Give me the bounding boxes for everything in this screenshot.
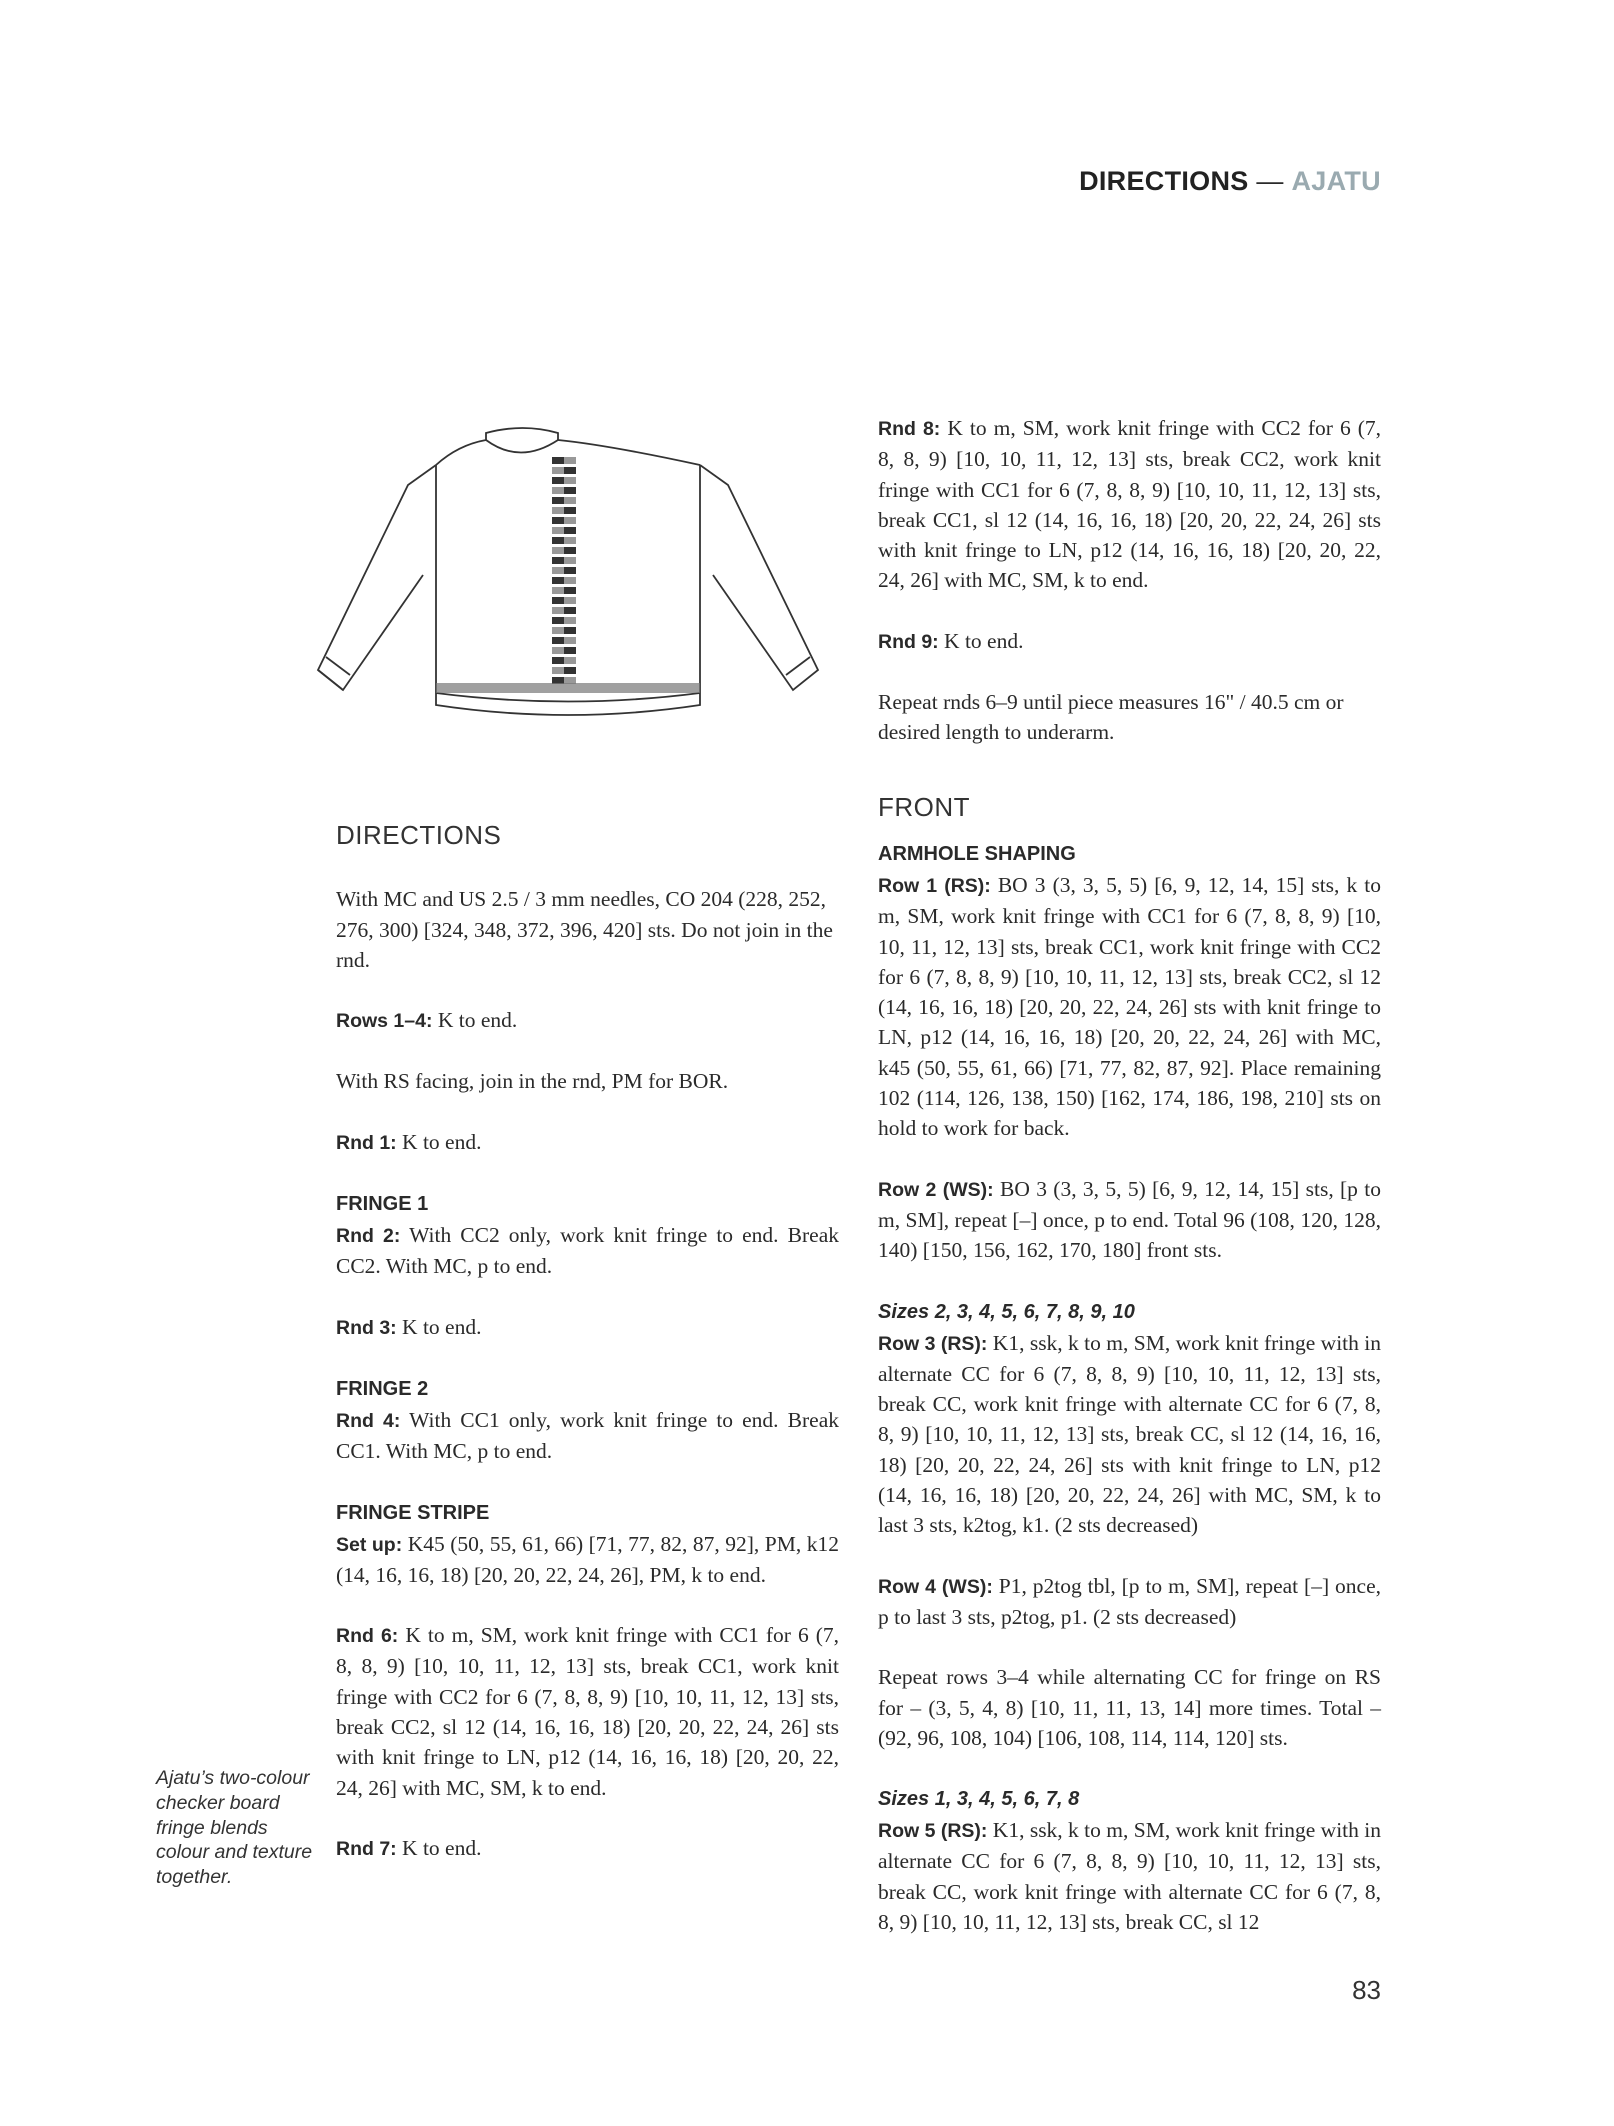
checker-cell — [564, 617, 576, 624]
directions-heading: DIRECTIONS — [336, 820, 502, 850]
checker-cell — [564, 637, 576, 644]
row3-label: Row 3 (RS): — [878, 1332, 988, 1355]
running-head-separator: — — [1248, 166, 1292, 196]
checker-cell — [552, 587, 564, 594]
checker-cell — [564, 507, 576, 514]
front-heading: FRONT — [878, 791, 971, 822]
sweater-schematic-icon — [308, 425, 828, 720]
rnd3-text: K to end. — [396, 1314, 482, 1339]
row4-text: P1, p2tog tbl, [p to m, SM], repeat [–] once, p to last 3 sts, p2tog, p1. (2 sts decreased) — [878, 1573, 1382, 1629]
rnd8-label: Rnd 8: — [878, 418, 941, 440]
setup-instruction — [336, 1529, 839, 1591]
checker-fringe-stripe — [552, 457, 576, 684]
checker-cell — [552, 637, 564, 644]
checker-cell — [552, 517, 564, 524]
rnd7-instruction — [336, 1833, 839, 1864]
checker-cell — [564, 577, 576, 584]
armhole-shaping-heading: ARMHOLE SHAPING — [878, 842, 1076, 865]
sizes-heading-a: Sizes 2, 3, 4, 5, 6, 7, 8, 9, 10 — [878, 1300, 1135, 1323]
checker-cell — [552, 607, 564, 614]
checker-cell — [564, 527, 576, 534]
checker-cell — [564, 607, 576, 614]
checker-cell — [552, 567, 564, 574]
checker-cell — [564, 587, 576, 594]
checker-cell — [552, 537, 564, 544]
rnd2-label: Rnd 2: — [336, 1225, 401, 1248]
page-number: 83 — [1352, 1975, 1381, 2005]
row2-instruction — [878, 1174, 1381, 1266]
left-column — [336, 820, 839, 1894]
running-head — [1079, 166, 1381, 197]
checker-cell — [552, 677, 564, 684]
checker-cell — [564, 517, 576, 524]
checker-cell — [552, 487, 564, 494]
checker-cell — [552, 547, 564, 554]
checker-cell — [552, 477, 564, 484]
fringe-stripe-heading: FRINGE STRIPE — [336, 1501, 490, 1524]
rnd4-text: With CC1 only, work knit fringe to end. Break CC1. With MC, p to end. — [336, 1407, 839, 1464]
running-head-pattern: AJATU — [1291, 166, 1381, 196]
checker-cell — [564, 567, 576, 574]
cast-on-instruction: With MC and US 2.5 / 3 mm needles, CO 204 (228, 252, 276, 300) [324, 348, 372, 396, 420] sts. Do not join in the rnd. — [336, 887, 833, 972]
fringe1-heading: FRINGE 1 — [336, 1193, 429, 1216]
checker-cell — [552, 467, 564, 474]
checker-cell — [564, 597, 576, 604]
rnd2-instruction — [336, 1220, 839, 1282]
rnd8-instruction — [878, 413, 1381, 596]
row5-text: K1, ssk, k to m, SM, work knit fringe with in alternate CC for 6 (7, 8, 8, 9) [10, 10, 11, 12, 13] sts, break CC, work knit fringe with alternate CC for 6 (7, 8, 8, 9) [10, 10, 11, 12, 13] sts, break CC, sl 12 — [878, 1818, 1381, 1934]
checker-cell — [552, 497, 564, 504]
photo-caption: Ajatu’s two-colour checker board fringe blends colour and texture together. — [156, 1767, 313, 1889]
row2-label: Row 2 (WS): — [878, 1178, 994, 1201]
checker-cell — [552, 617, 564, 624]
rnd1-instruction — [336, 1127, 839, 1158]
checker-cell — [564, 467, 576, 474]
checker-cell — [564, 487, 576, 494]
checker-cell — [552, 557, 564, 564]
rnd8-text: K to m, SM, work knit fringe with CC2 for 6 (7, 8, 8, 9) [10, 10, 11, 12, 13] sts, break CC2, work knit fringe with CC1 for 6 (7, 8, 8, 9) [10, 10, 11, 12, 13] sts, break CC1, sl 12 (14, 16, 16, 18) [20, 20, 22, 24, 26] sts with knit fringe to LN, p12 (14, 16, 16, 18) [20, 20, 22, 24, 26] with MC, SM, k to end. — [878, 416, 1381, 593]
checker-cell — [552, 577, 564, 584]
checker-cell — [564, 497, 576, 504]
checker-cell — [552, 667, 564, 674]
right-column — [878, 413, 1381, 1967]
row1-label: Row 1 (RS): — [878, 874, 991, 897]
rnd3-label: Rnd 3: — [336, 1316, 397, 1339]
rnd7-text: K to end. — [396, 1835, 482, 1860]
rnd6-text: K to m, SM, work knit fringe with CC1 for 6 (7, 8, 8, 9) [10, 10, 11, 12, 13] sts, break CC1, work knit fringe with CC2 for 6 (7, 8, 8, 9) [10, 10, 11, 12, 13] sts, break CC2, sl 12 (14, 16, 16, 18) [20, 20, 22, 24, 26] sts with knit fringe to LN, p12 (14, 16, 16, 18) [20, 20, 22, 24, 26] with MC, SM, k to end. — [336, 1623, 839, 1800]
rnd9-instruction — [878, 626, 1381, 657]
rnd2-text: With CC2 only, work knit fringe to end. Break CC2. With MC, p to end. — [336, 1223, 839, 1279]
setup-label: Set up: — [336, 1533, 403, 1556]
checker-cell — [552, 647, 564, 654]
rnd6-label: Rnd 6: — [336, 1625, 399, 1648]
join-instruction: With RS facing, join in the rnd, PM for BOR. — [336, 1069, 729, 1094]
running-head-section: DIRECTIONS — [1079, 166, 1249, 196]
checker-cell — [564, 537, 576, 544]
row4-instruction — [878, 1571, 1381, 1633]
rnd7-label: Rnd 7: — [336, 1837, 397, 1860]
rnd4-label: Rnd 4: — [336, 1409, 401, 1432]
checker-cell — [552, 627, 564, 634]
row4-label: Row 4 (WS): — [878, 1575, 993, 1598]
rows-1-4-label: Rows 1–4: — [336, 1010, 433, 1033]
checker-cell — [564, 627, 576, 634]
checker-cell — [552, 507, 564, 514]
setup-text: K45 (50, 55, 61, 66) [71, 77, 82, 87, 92], PM, k12 (14, 16, 16, 18) [20, 20, 22, 24, 26], PM, k to end. — [336, 1531, 839, 1587]
checker-cell — [564, 557, 576, 564]
rnd4-instruction — [336, 1405, 839, 1467]
checker-cell — [564, 667, 576, 674]
row1-text: BO 3 (3, 3, 5, 5) [6, 9, 12, 14, 15] sts, k to m, SM, work knit fringe with CC1 for 6 (7, 8, 8, 9) [10, 10, 11, 12, 13] sts, break CC1, work knit fringe with CC2 for 6 (7, 8, 8, 9) [10, 10, 11, 12, 13] sts, break CC2, sl 12 (14, 16, 16, 18) [20, 20, 22, 24, 26] sts with knit fringe to LN, p12 (14, 16, 16, 18) [20, 20, 22, 24, 26] with MC, k45 (50, 55, 61, 66) [71, 77, 82, 87, 92]. Place remaining 102 (114, 126, 138, 150) [162, 174, 186, 198, 210] sts on hold to work for back. — [878, 872, 1381, 1141]
checker-cell — [552, 527, 564, 534]
repeat-rows-3-4: Repeat rows 3–4 while alternating CC for fringe on RS for – (3, 5, 4, 8) [10, 11, 11, 13, 14] more times. Total – (92, 96, 108, 104) [106, 108, 114, 114, 120] sts. — [878, 1665, 1381, 1750]
checker-cell — [564, 677, 576, 684]
row5-instruction — [878, 1815, 1381, 1937]
row2-text: BO 3 (3, 3, 5, 5) [6, 9, 12, 14, 15] sts, [p to m, SM], repeat [–] once, p to end. Total 96 (108, 120, 128, 140) [150, 156, 162, 170, 180] front sts. — [878, 1176, 1381, 1263]
rnd3-instruction — [336, 1312, 839, 1343]
fringe2-heading: FRINGE 2 — [336, 1377, 429, 1400]
rnd6-instruction — [336, 1620, 839, 1803]
rows-1-4-instruction — [336, 1005, 839, 1036]
rnd9-label: Rnd 9: — [878, 630, 939, 653]
row1-instruction — [878, 870, 1381, 1144]
row5-label: Row 5 (RS): — [878, 1820, 988, 1843]
checker-cell — [564, 457, 576, 464]
checker-cell — [552, 597, 564, 604]
row3-text: K1, ssk, k to m, SM, work knit fringe with in alternate CC for 6 (7, 8, 8, 9) [10, 10, 11, 12, 13] sts, break CC, work knit fringe with alternate CC for 6 (7, 8, 8, 9) [10, 10, 11, 12, 13] sts, break CC, sl 12 (14, 16, 16, 18) [20, 20, 22, 24, 26] sts with knit fringe to LN, p12 (14, 16, 16, 18) [20, 20, 22, 24, 26] with MC, SM, k to last 3 sts, k2tog, k1. (2 sts decreased) — [878, 1330, 1381, 1538]
rnd1-text: K to end. — [396, 1129, 482, 1154]
checker-cell — [564, 477, 576, 484]
checker-cell — [552, 657, 564, 664]
row3-instruction — [878, 1328, 1381, 1541]
checker-cell — [552, 457, 564, 464]
rows-1-4-text: K to end. — [432, 1008, 518, 1033]
repeat-rnds-6-9: Repeat rnds 6–9 until piece measures 16" / 40.5 cm or desired length to underarm. — [878, 690, 1344, 745]
checker-cell — [564, 647, 576, 654]
rnd9-text: K to end. — [938, 628, 1024, 653]
sizes-heading-b: Sizes 1, 3, 4, 5, 6, 7, 8 — [878, 1788, 1080, 1811]
checker-cell — [564, 547, 576, 554]
checker-cell — [564, 657, 576, 664]
rnd1-label: Rnd 1: — [336, 1131, 397, 1154]
